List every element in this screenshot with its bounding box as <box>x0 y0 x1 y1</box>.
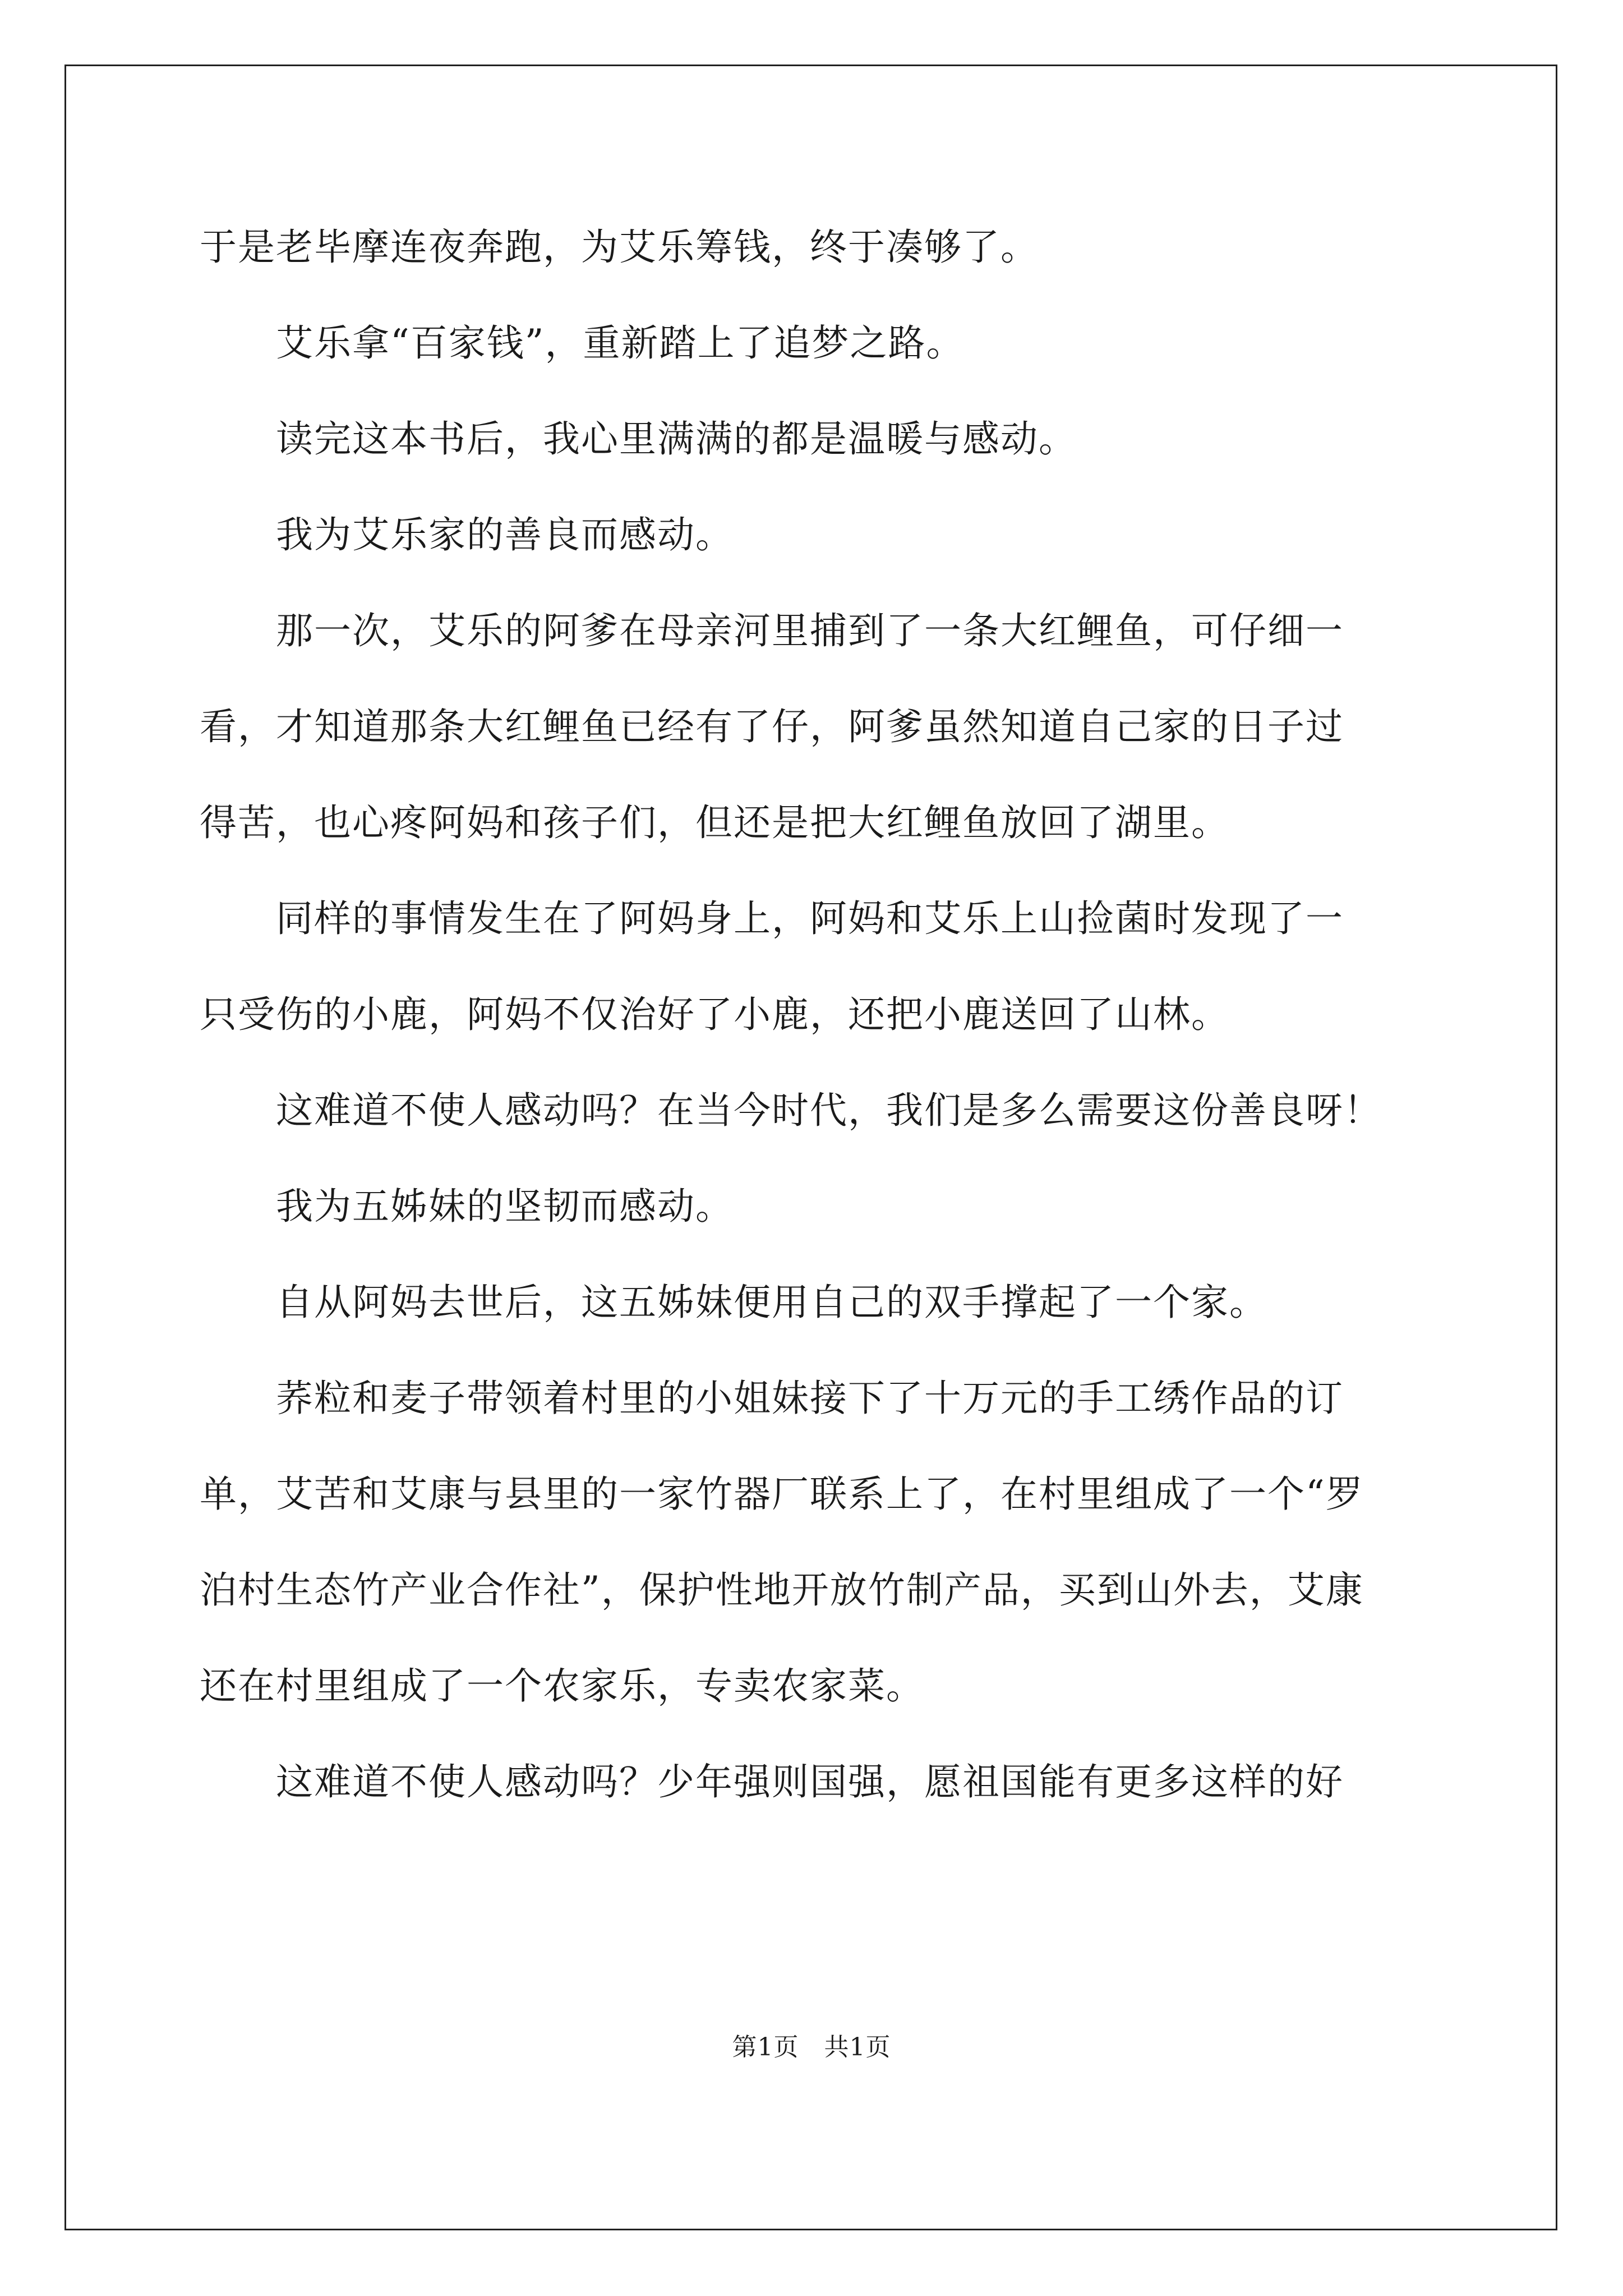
paragraph-11: 这难道不使人感动吗？少年强则国强，愿祖国能有更多这样的好 <box>200 1760 1344 1803</box>
paragraph-7: 这难道不使人感动吗？在当今时代，我们是多么需要这份善良呀！ <box>200 1089 1382 1132</box>
paragraph-4: 我为艾乐家的善良而感动。 <box>200 513 734 556</box>
paragraph-5: 那一次，艾乐的阿爹在母亲河里捕到了一条大红鲤鱼，可仔细一 看，才知道那条大红鲤鱼已经有了仔，阿爹虽然知道自己家的日子过 得苦，也心疼阿妈和孩子们，但还是把大红鲤鱼放回了湖里。 <box>200 609 1344 844</box>
paragraph-2: 艾乐拿“百家钱”，重新踏上了追梦之路。 <box>200 321 965 365</box>
paragraph-1: 于是老毕摩连夜奔跑，为艾乐筹钱，终于凑够了。 <box>200 226 1039 269</box>
paragraph-3: 读完这本书后，我心里满满的都是温暖与感动。 <box>200 417 1077 461</box>
paragraph-8: 我为五姊妹的坚韧而感动。 <box>200 1185 734 1228</box>
page-footer: 第1页 共1页 <box>732 2033 891 2062</box>
paragraph-9: 自从阿妈去世后，这五姊妹便用自己的双手撑起了一个家。 <box>200 1281 1267 1324</box>
paragraph-6: 同样的事情发生在了阿妈身上，阿妈和艾乐上山捡菌时发现了一 只受伤的小鹿，阿妈不仅治好了小鹿，还把小鹿送回了山林。 <box>200 897 1344 1036</box>
paragraph-10: 荞粒和麦子带领着村里的小姐妹接下了十万元的手工绣作品的订 单，艾苦和艾康与县里的一家竹器厂联系上了，在村里组成了一个“罗 泊村生态竹产业合作社”，保护性地开放竹制产品，买到山外去，艾康 还在村里组成了一个农家乐，专卖农家菜。 <box>200 1377 1364 1708</box>
